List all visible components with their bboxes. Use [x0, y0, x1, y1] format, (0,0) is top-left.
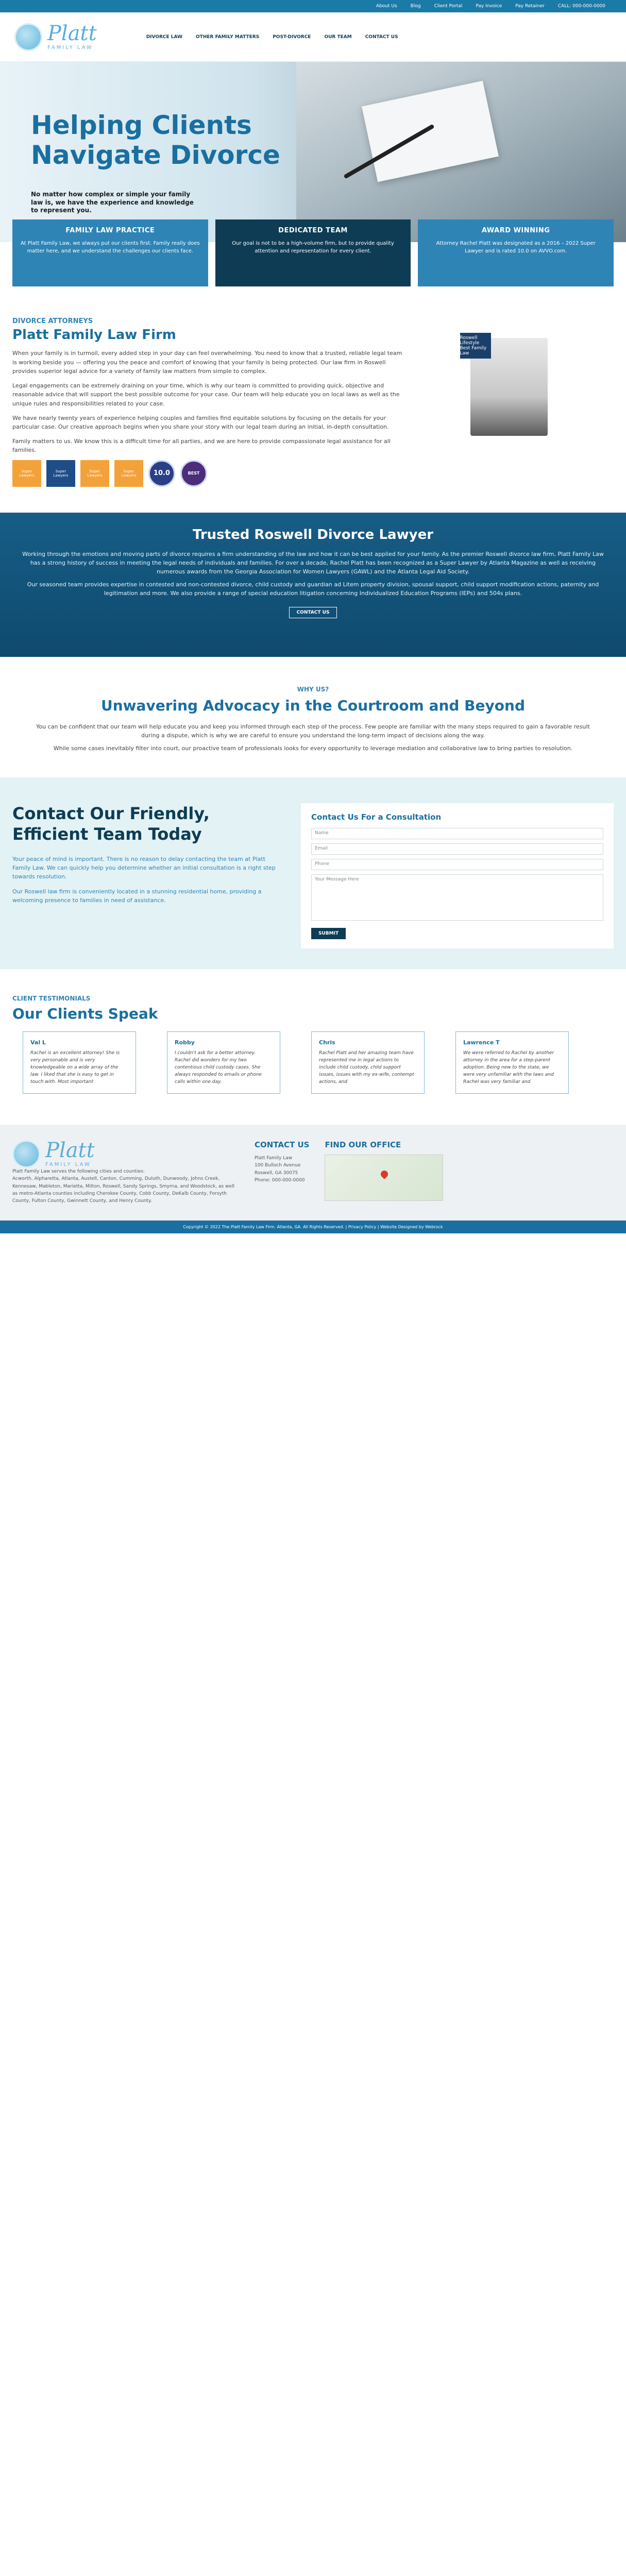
paragraph: Family matters to us. We know this is a difficult time for all parties, and we are here to provide compassionate legal assistance for all families. — [12, 437, 391, 454]
logo-icon — [12, 1140, 40, 1168]
paragraph: Our seasoned team provides expertise in contested and non-contested divorce, child custody and guardian ad Litem property division, spousal support, child support modification actions, paternity and legitimation and more. We also provide a range of special education litigation concerning Individualized Education Programs (IEPs) and 504s plans. — [27, 581, 599, 597]
logo-subtitle: FAMILY LAW — [45, 1162, 91, 1168]
contact-title: CONTACT US — [255, 1140, 310, 1149]
email-input[interactable]: Email — [311, 843, 603, 855]
section-kicker: WHY US? — [297, 685, 329, 693]
city-address: Roswell, GA 30075 — [255, 1170, 298, 1176]
nav-our-team[interactable]: OUR TEAM — [324, 34, 352, 40]
paragraph: Our Roswell law firm is conveniently located in a stunning residential home, providing a welcoming presence to families in need of assistance. — [12, 888, 262, 904]
about-us-link[interactable]: About Us — [376, 4, 397, 9]
utility-bar — [0, 0, 626, 12]
feature-text: Attorney Rachel Platt was designated as a 2016 – 2022 Super Lawyer and is rated 10.0 on AVVO.com. — [436, 241, 596, 254]
consultation-form — [301, 803, 614, 948]
logo-name: Platt — [47, 22, 97, 45]
paragraph: Your peace of mind is important. There is no reason to delay contacting the team at Platt Family Law. We can quickly help you determine whether an initial consultation is a right step towards resolution. — [12, 856, 276, 880]
section-title: Our Clients Speak — [12, 1005, 158, 1023]
logo-icon — [14, 23, 42, 51]
section-title: Contact Our Friendly, Efficient Team Today — [12, 804, 210, 844]
avvo-rating-badge: 10.0 — [148, 460, 175, 487]
hero-title: Helping Clients Navigate Divorce — [31, 110, 280, 170]
feature-text: At Platt Family Law, we always put our clients first. Family really does matter here, and we understand the challenges our clients face. — [21, 241, 200, 254]
testimonial-name: Chris — [319, 1039, 335, 1046]
feature-award-winning — [418, 219, 614, 286]
attorney-photo — [460, 335, 548, 436]
phone-number[interactable]: Phone: 000-000-0000 — [255, 1177, 305, 1183]
super-lawyers-badge: Super Lawyers — [114, 460, 143, 487]
super-lawyers-badge: Super Lawyers — [12, 460, 41, 487]
testimonial-text: Rachel Platt and her amazing team have represented me in legal actions to include child custody, child support issues, issues with my ex-wife, contempt actions, and — [319, 1050, 414, 1084]
paragraph: We have nearly twenty years of experience helping couples and families find equitable solutions by focusing on the details for your particular case. Our creative approach begins when you share your story with our legal team during an initial, in-depth consultation. — [12, 414, 389, 431]
form-title: Contact Us For a Consultation — [311, 812, 442, 822]
nav-post-divorce[interactable]: POST-DIVORCE — [273, 34, 311, 40]
logo-subtitle: FAMILY LAW — [47, 45, 93, 50]
site-header — [0, 12, 626, 62]
super-lawyers-badge: Super Lawyers — [80, 460, 109, 487]
section-title: Unwavering Advocacy in the Courtroom and Beyond — [101, 697, 525, 714]
trusted-lawyer-band — [0, 513, 626, 657]
hero-banner — [0, 62, 626, 242]
phone-input[interactable]: Phone — [311, 859, 603, 870]
award-badges — [12, 460, 404, 487]
attorneys-section — [0, 286, 626, 487]
testimonial-card — [167, 1031, 280, 1094]
message-input[interactable]: Your Message Here — [311, 874, 603, 921]
logo[interactable] — [14, 23, 97, 51]
lifestyle-badge: Roswell Lifestyle Best Family Law — [460, 333, 491, 359]
blank-area — [0, 1233, 626, 2576]
best-of-badge: BEST — [180, 460, 207, 487]
testimonial-text: I couldn't ask for a better attorney. Rachel did wonders for my two contentious child custody cases. She always responded to emails or phone calls within one day. — [175, 1050, 262, 1084]
name-input[interactable]: Name — [311, 828, 603, 839]
site-footer — [0, 1125, 626, 1221]
paragraph: Legal engagements can be extremely draining on your time, which is why our team is committed to providing quick, objective and reasonable advice that will support the best possible outcome for your case. Our team will help educate you on local laws as well as the unique rules and responsibilities related to your case. — [12, 382, 400, 407]
nav-divorce-law[interactable]: DIVORCE LAW — [146, 34, 183, 40]
call-link[interactable]: CALL: 000-000-0000 — [557, 4, 605, 9]
pay-invoice-link[interactable]: Pay Invoice — [476, 4, 502, 9]
paragraph: Working through the emotions and moving parts of divorce requires a firm understanding of the law and how it can be best applied for your family. As the premier Roswell divorce law firm, Platt Family Law has a strong history of success in meeting the legal needs of individuals and families. For over a decade, Rachel Platt has been recognized as a Super Lawyer by Atlanta Magazine as well as receiving numerous awards from the Georgia Association for Women Lawyers (GAWL) and the Atlanta Legal Aid Society. — [22, 550, 604, 575]
testimonials-section — [0, 969, 626, 1114]
testimonial-card — [311, 1031, 425, 1094]
copyright-bar: Copyright © 2022 The Platt Family Law Firm. Atlanta, GA. All Rights Reserved. | Privacy Policy | Website Designed by Webrock — [0, 1221, 626, 1233]
feature-title: AWARD WINNING — [481, 227, 550, 234]
street-address: 100 Bulloch Avenue — [255, 1163, 301, 1168]
submit-button[interactable]: SUBMIT — [311, 928, 346, 939]
client-portal-link[interactable]: Client Portal — [434, 4, 463, 9]
feature-family-law-practice — [12, 219, 208, 286]
super-lawyers-badge: Super Lawyers — [46, 460, 75, 487]
blog-link[interactable]: Blog — [410, 4, 421, 9]
main-nav — [146, 35, 398, 40]
feature-title: FAMILY LAW PRACTICE — [65, 227, 155, 234]
testimonial-card — [23, 1031, 136, 1094]
service-areas: Acworth, Alpharetta, Atlanta, Austell, Canton, Cumming, Duluth, Dunwoody, Johns Creek, Kennesaw, Mableton, Marietta, Milton, Roswell, Sandy Springs, Smyrna, and Woodstock, as well as metro-Atlanta counties including Cherokee County, Cobb County, DeKalb County, Forsyth County, Fulton County, Gwinnett County, and Henry County. — [12, 1176, 234, 1204]
testimonial-name: Lawrence T — [463, 1039, 500, 1046]
contact-us-button[interactable]: CONTACT US — [289, 607, 337, 618]
service-areas-intro: Platt Family Law serves the following cities and counties: — [12, 1168, 145, 1174]
hero-subtitle: No matter how complex or simple your family law is, we have the experience and knowledge to represent you. — [31, 191, 194, 214]
section-kicker: CLIENT TESTIMONIALS — [12, 995, 91, 1003]
testimonial-card — [455, 1031, 569, 1094]
testimonial-text: We were referred to Rachel by another attorney in the area for a step-parent adoption. Being new to the state, we were very unfamiliar with the laws and Rachel was very familiar and — [463, 1050, 554, 1084]
paragraph: When your family is in turmoil, every added step in your day can feel overwhelming. You need to know that a trusted, reliable legal team is working beside you — offering you the peace and comfort of knowing that your family is being protected. Our law firm in Roswell provides superior legal advice for a variety of family law matters from simple to complex. — [12, 350, 402, 375]
testimonial-name: Val L — [30, 1039, 46, 1046]
office-title: FIND OUR OFFICE — [325, 1140, 401, 1149]
why-us-section — [0, 657, 626, 777]
feature-dedicated-team — [215, 219, 411, 286]
feature-boxes — [0, 219, 626, 286]
feature-text: Our goal is not to be a high-volume firm, but to provide quality attention and representation for every client. — [232, 241, 394, 254]
map-pin-icon — [380, 1169, 390, 1179]
paragraph: While some cases inevitably filter into court, our proactive team of professionals looks for every opportunity to leverage mediation and collaborative law to bring parties to resolution. — [53, 745, 573, 752]
testimonial-text: Rachel is an excellent attorney! She is very personable and is very knowledgeable on a wide array of the law. I liked that she is easy to get in touch with. Most important — [30, 1050, 120, 1084]
nav-contact-us[interactable]: CONTACT US — [365, 34, 398, 40]
firm-name: Platt Family Law — [255, 1155, 293, 1161]
footer-logo[interactable] — [12, 1140, 239, 1168]
feature-title: DEDICATED TEAM — [278, 227, 348, 234]
section-kicker: DIVORCE ATTORNEYS — [12, 317, 93, 325]
testimonial-name: Robby — [175, 1039, 195, 1046]
section-title: Platt Family Law Firm — [12, 327, 176, 343]
contact-section — [0, 777, 626, 969]
logo-name: Platt — [45, 1139, 95, 1163]
pay-retainer-link[interactable]: Pay Retainer — [515, 4, 545, 9]
paragraph: You can be confident that our team will help educate you and keep you informed through each step of the process. Few people are familiar with the many steps required to gain a favorable result during a dispute, which is why we are careful to ensure you understand the long-term impact of decisions along the way. — [36, 723, 590, 739]
section-title: Trusted Roswell Divorce Lawyer — [192, 527, 434, 543]
office-map[interactable] — [325, 1155, 443, 1201]
nav-other-family-matters[interactable]: OTHER FAMILY MATTERS — [196, 34, 260, 40]
